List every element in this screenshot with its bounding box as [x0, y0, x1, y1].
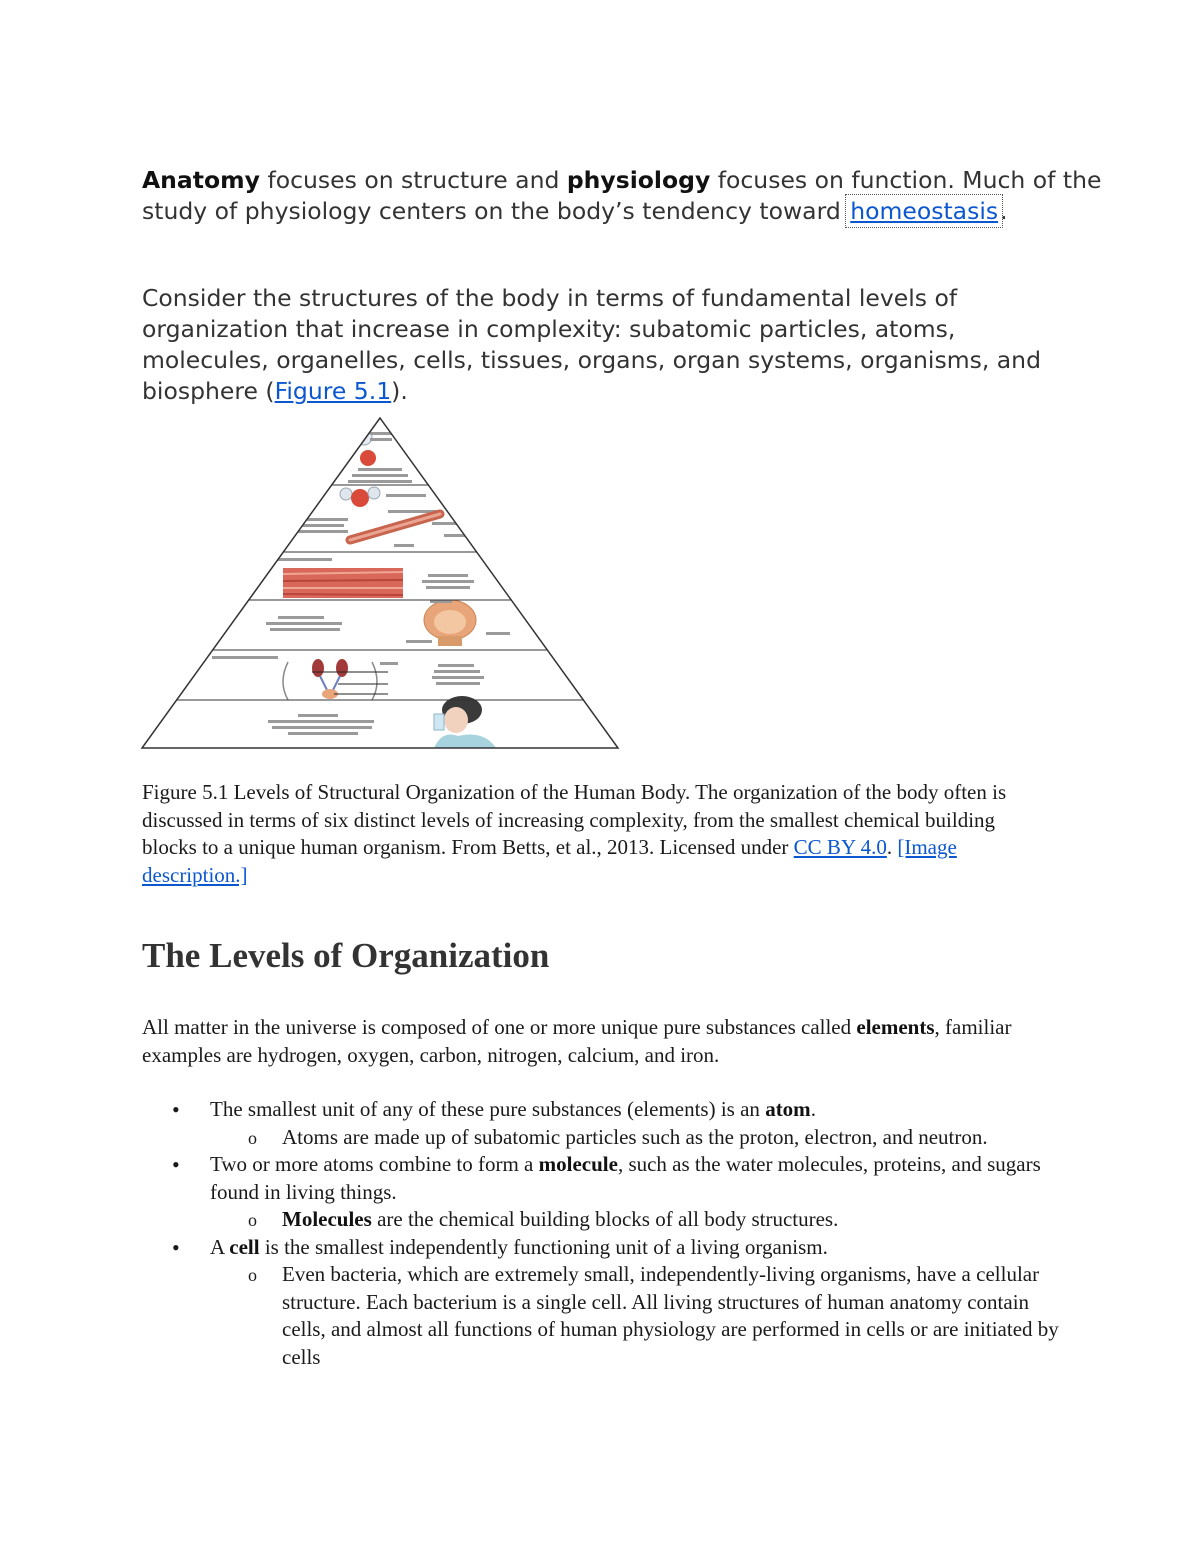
sub-bullet-item: o Atoms are made up of subatomic particles such as the proton, electron, and neutron.	[210, 1124, 1072, 1152]
figure-caption: Figure 5.1 Levels of Structural Organization of the Human Body. The organization of the body often is discussed in terms of six distinct levels of increasing complexity, from the smallest chemical building blocks to a unique human organism. From Betts, et al., 2013. Licensed under CC BY 4.0. [Image description.]	[142, 780, 1007, 887]
figure-link[interactable]: Figure 5.1	[274, 377, 392, 405]
term-physiology: physiology	[566, 166, 711, 194]
intro-paragraph: Anatomy focuses on structure and physiology focuses on function. Much of the study of physiology centers on the body’s tendency toward homeostasis.	[142, 166, 1102, 225]
term-anatomy: Anatomy	[142, 166, 260, 194]
levels-paragraph: Consider the structures of the body in terms of fundamental levels of organization that increase in complexity: subatomic particles, atoms, molecules, organelles, cells, tissues, organs, organ systems, organisms, and biosphere (Figure 5.1).	[142, 284, 1041, 405]
section-heading: The Levels of Organization	[142, 936, 550, 975]
levels-pyramid-figure	[138, 410, 622, 756]
image-description-link[interactable]: [Image description.]	[142, 835, 957, 887]
sub-bullet-item: o Even bacteria, which are extremely small, independently-living organisms, have a cellular structure. Each bacterium is a single cell. All living structures of human anatomy contain cells, and almost all functions of human physiology are performed in cells or are initiated by cells	[210, 1261, 1072, 1371]
bullet-item-cell: • A cell is the smallest independently functioning unit of a living organism. o Even bacteria, which are extremely small, independently-living organisms, have a cellular structure. Each bacterium is a single cell. All living structures of human anatomy contain cells, and almost all functions of human physiology are performed in cells or are initiated by cells	[142, 1234, 1072, 1372]
pyramid-diagram	[138, 410, 622, 756]
levels-bullet-list	[142, 1096, 1072, 1371]
bullet-item-atom: • The smallest unit of any of these pure substances (elements) is an atom. o Atoms are made up of subatomic particles such as the proton, electron, and neutron.	[142, 1096, 1072, 1151]
sub-bullet-list	[210, 1261, 1072, 1371]
license-link[interactable]: CC BY 4.0	[793, 835, 887, 859]
sub-bullet-list	[210, 1124, 1072, 1152]
elements-paragraph: All matter in the universe is composed of one or more unique pure substances called elements, familiar examples are hydrogen, oxygen, carbon, nitrogen, calcium, and iron.	[142, 1015, 1012, 1067]
bullet-item-molecule: • Two or more atoms combine to form a molecule, such as the water molecules, proteins, and sugars found in living things. o Molecules are the chemical building blocks of all body structures.	[142, 1151, 1072, 1234]
sub-bullet-item: o Molecules are the chemical building blocks of all body structures.	[210, 1206, 1072, 1234]
term-elements: elements	[856, 1015, 935, 1039]
homeostasis-link[interactable]: homeostasis	[850, 197, 999, 225]
sub-bullet-list	[210, 1206, 1072, 1234]
